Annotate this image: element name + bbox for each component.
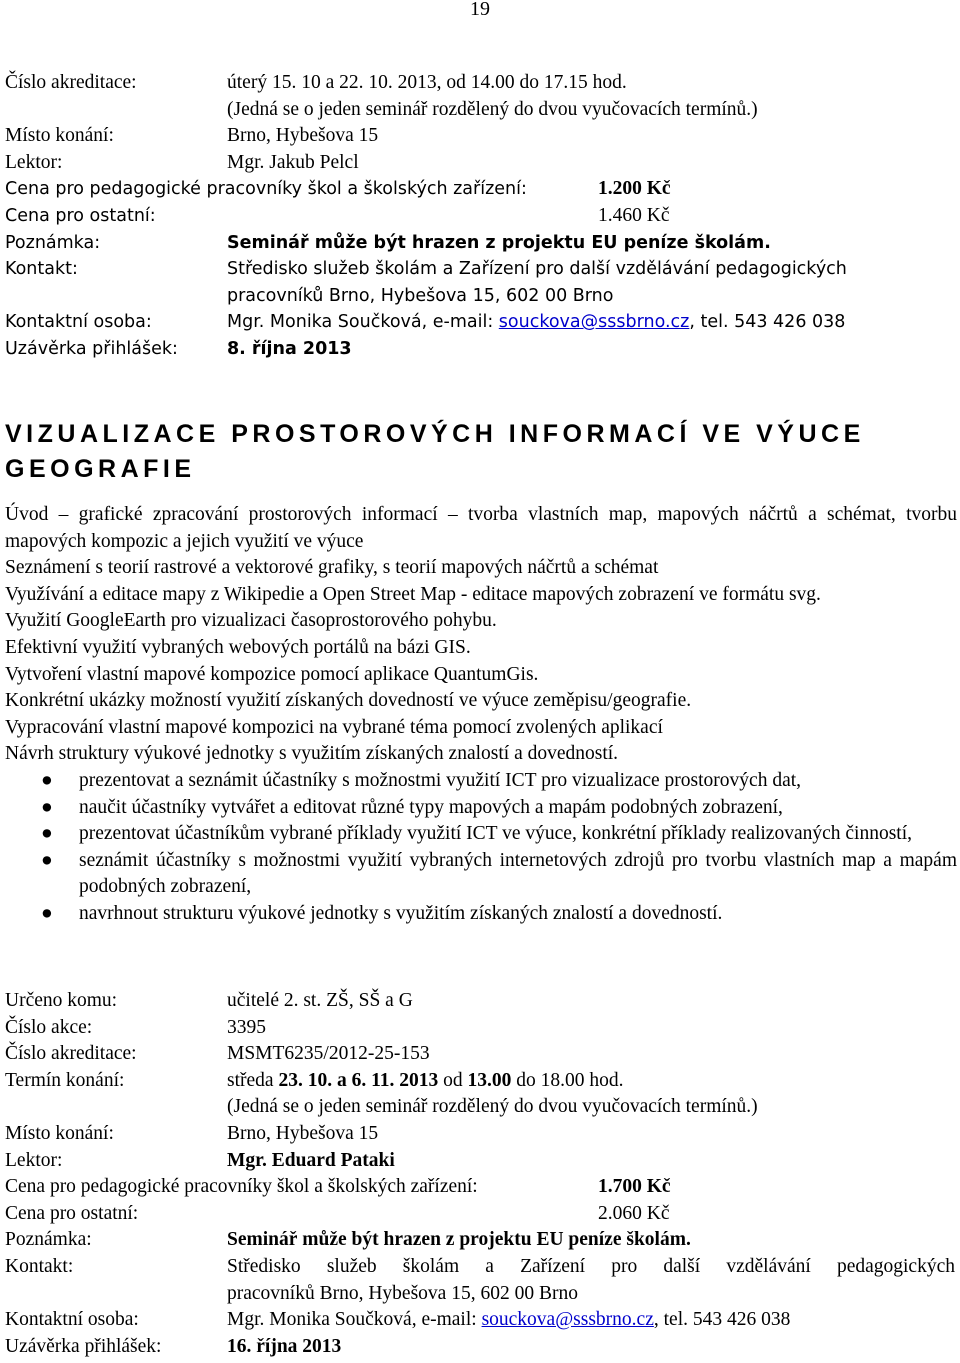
target-row <box>5 988 957 1015</box>
term-row <box>5 1068 957 1095</box>
deadline-row <box>5 1334 957 1361</box>
contact-line-2: pracovníků Brno, Hybešova 15, 602 00 Brno <box>227 285 614 306</box>
bullet-icon: ● <box>41 902 53 924</box>
detail-value: Brno, Hybešova 15 <box>227 125 379 147</box>
price-pedagog-label: Cena pro pedagogické pracovníky škol a školských zařízení: <box>5 1176 478 1198</box>
contact-line-2: pracovníků Brno, Hybešova 15, 602 00 Brno <box>227 1282 578 1304</box>
lector-value: Mgr. Eduard Pataki <box>227 1149 395 1171</box>
price-other-value: 1.460 Kč <box>598 204 670 226</box>
deadline-label: Uzávěrka přihlášek: <box>5 1335 162 1357</box>
contact-row <box>5 256 957 283</box>
price-pedagog-value: 1.700 Kč <box>598 1176 671 1198</box>
detail-value: (Jedná se o jeden seminář rozdělený do dvou vyučovacích termínů.) <box>227 98 758 120</box>
accreditation-value: MSMT6235/2012-25-153 <box>227 1043 430 1065</box>
course-description <box>5 502 957 928</box>
note-label: Poznámka: <box>5 1229 92 1251</box>
detail-row-place <box>5 123 957 150</box>
price-other-row <box>5 203 957 230</box>
term-note-row <box>5 1094 957 1121</box>
paragraph: Seznámení s teorií rastrové a vektorové grafiky, s teorií mapových náčrtů a schémat <box>5 557 659 579</box>
note-label: Poznámka: <box>5 232 101 253</box>
place-value: Brno, Hybešova 15 <box>227 1122 379 1144</box>
contact-row <box>5 1254 957 1281</box>
contact-person-name: Mgr. Monika Součková, e-mail: <box>227 1309 477 1331</box>
price-pedagog-row <box>5 1174 957 1201</box>
price-other-label: Cena pro ostatní: <box>5 205 156 226</box>
term-note: (Jedná se o jeden seminář rozdělený do dvou vyučovacích termínů.) <box>227 1096 758 1118</box>
paragraph: Vytvoření vlastní mapové kompozice pomocí aplikace QuantumGis. <box>5 663 539 685</box>
bullet-icon: ● <box>41 796 53 818</box>
contact-line-1: Středisko služeb školám a Zařízení pro další vzdělávání pedagogických <box>227 259 847 280</box>
target-value: učitelé 2. st. ZŠ, SŠ a G <box>227 990 413 1011</box>
detail-row-lector <box>5 150 957 177</box>
note-row <box>5 1227 957 1254</box>
contact-person-label: Kontaktní osoba: <box>5 1309 139 1331</box>
price-other-value: 2.060 Kč <box>598 1202 670 1224</box>
page-number: 19 <box>470 0 490 20</box>
price-other-label: Cena pro ostatní: <box>5 1202 139 1224</box>
paragraph: Úvod – grafické zpracování prostorových informací – tvorba vlastních map, mapových náčrtů a schémat, tvorbu mapových kompozic a jejich využití ve výuce <box>5 504 957 552</box>
detail-row-note <box>5 97 957 124</box>
accreditation-row <box>5 1041 957 1068</box>
contact-email-link[interactable]: souckova@sssbrno.cz <box>498 312 690 333</box>
list-item: ● seznámit účastníky s možnostmi využití vybraných internetových zdrojů pro tvorbu vlastních map a mapám podobných zobrazení, <box>41 849 957 898</box>
list-item: ● prezentovat a seznámit účastníky s možnostmi využití ICT pro vizualizace prostorových dat, <box>5 768 957 795</box>
contact-label: Kontakt: <box>5 259 78 280</box>
bullet-icon: ● <box>41 849 53 871</box>
price-pedagog-row <box>5 176 957 203</box>
list-item: ● navrhnout strukturu výukové jednotky s využitím získaných znalostí a dovedností. <box>5 901 957 928</box>
course-details <box>5 988 957 1360</box>
detail-value: úterý 15. 10 a 22. 10. 2013, od 14.00 do 17.15 hod. <box>227 72 627 93</box>
contact-row-2 <box>5 1281 957 1308</box>
detail-row-accreditation <box>5 70 957 97</box>
contact-phone: , tel. 543 426 038 <box>689 312 846 333</box>
contact-person-row <box>5 1307 957 1334</box>
contact-label: Kontakt: <box>5 1255 74 1277</box>
paragraph: Návrh struktury výukové jednotky s využitím získaných znalostí a dovedností. <box>5 743 619 765</box>
contact-person-row <box>5 309 957 336</box>
deadline-row <box>5 336 957 363</box>
deadline-value: 8. října 2013 <box>227 338 352 359</box>
paragraph: Konkrétní ukázky možností využití získaných dovedností ve výuce zeměpisu/geografie. <box>5 690 692 712</box>
accreditation-label: Číslo akreditace: <box>5 1043 137 1065</box>
paragraph: Využívání a editace mapy z Wikipedie a Open Street Map - editace mapových zobrazení ve formátu svg. <box>5 583 821 605</box>
contact-person-name: Mgr. Monika Součková, e-mail: <box>227 312 494 333</box>
price-pedagog-value: 1.200 Kč <box>598 178 671 200</box>
course-title <box>5 417 955 487</box>
place-row <box>5 1121 957 1148</box>
lector-row <box>5 1148 957 1175</box>
bullet-icon: ● <box>41 823 53 845</box>
action-label: Číslo akce: <box>5 1016 93 1038</box>
goals-list <box>5 768 957 928</box>
contact-line-1: Středisko služeb školám a Zařízení pro další vzdělávání pedagogických <box>227 1255 955 1277</box>
detail-label: Místo konání: <box>5 125 114 147</box>
action-row <box>5 1015 957 1042</box>
target-label: Určeno komu: <box>5 990 118 1011</box>
list-item: ● prezentovat účastníkům vybrané příklady využití ICT ve výuce, konkrétní příklady realizovaných činností, <box>5 821 957 848</box>
contact-email-link[interactable]: souckova@sssbrno.cz <box>481 1309 654 1331</box>
note-value: Seminář může být hrazen z projektu EU peníze školám. <box>227 1229 691 1251</box>
place-label: Místo konání: <box>5 1122 114 1144</box>
note-value: Seminář může být hrazen z projektu EU peníze školám. <box>227 232 771 253</box>
deadline-value: 16. října 2013 <box>227 1335 342 1357</box>
list-item: ● naučit účastníky vytvářet a editovat různé typy mapových a mapám podobných zobrazení, <box>5 795 957 822</box>
contact-phone: , tel. 543 426 038 <box>653 1309 791 1331</box>
contact-person-label: Kontaktní osoba: <box>5 312 152 333</box>
course-title-line-1: VIZUALIZACE PROSTOROVÝCH INFORMACÍ VE VÝUCE <box>5 420 865 448</box>
term-label: Termín konání: <box>5 1069 125 1091</box>
detail-label: Číslo akreditace: <box>5 72 137 93</box>
bullet-icon: ● <box>41 769 53 791</box>
detail-label: Lektor: <box>5 151 63 173</box>
course-details-previous <box>5 70 957 363</box>
lector-label: Lektor: <box>5 1149 63 1171</box>
paragraph: Využití GoogleEarth pro vizualizaci časoprostorového pohybu. <box>5 610 497 632</box>
paragraph: Efektivní využití vybraných webových portálů na bázi GIS. <box>5 636 471 658</box>
detail-value: Mgr. Jakub Pelcl <box>227 151 359 173</box>
note-row <box>5 230 957 257</box>
price-pedagog-label: Cena pro pedagogické pracovníky škol a školských zařízení: <box>5 179 527 200</box>
price-other-row <box>5 1201 957 1228</box>
contact-row-2 <box>5 283 957 310</box>
course-title-line-2: GEOGRAFIE <box>5 455 196 483</box>
deadline-label: Uzávěrka přihlášek: <box>5 338 178 359</box>
term-value: středa 23. 10. a 6. 11. 2013 od 13.00 do 18.00 hod. <box>227 1069 624 1091</box>
action-value: 3395 <box>227 1016 266 1038</box>
paragraph: Vypracování vlastní mapové kompozici na vybrané téma pomocí zvolených aplikací <box>5 716 663 738</box>
